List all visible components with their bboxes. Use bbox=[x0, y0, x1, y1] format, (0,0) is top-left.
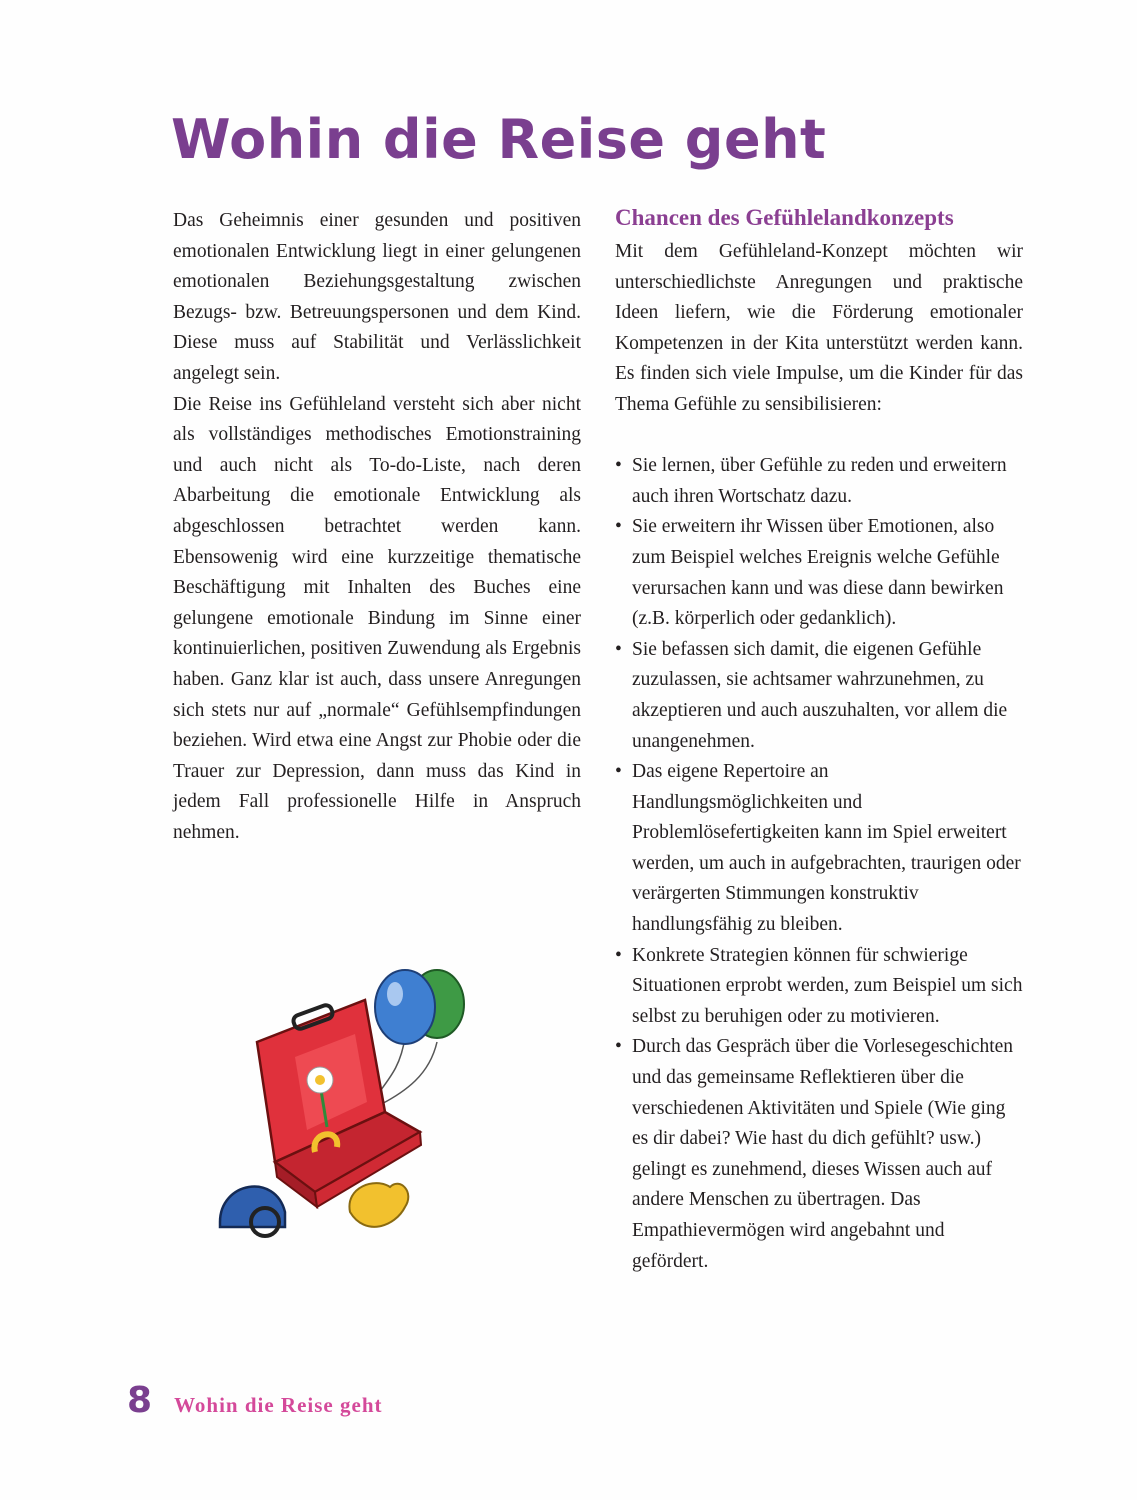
bullet-item: • Konkrete Strategien können für schwierige Situationen erprobt werden, zum Beispiel um sich selbst zu beruhigen oder zu motivieren. bbox=[615, 941, 1023, 1033]
bullet-item: • Durch das Gespräch über die Vorlesegeschichten und das gemeinsame Reflektieren über die verschiedenen Aktivitäten und Spiele (Wie ging es dir dabei? Wie hast du dich gefühlt? usw.) gelingt es zunehmend, dieses Wissen auch auf andere Menschen zu übertragen. Das Empathievermögen wird angebahnt und gefördert. bbox=[615, 1032, 1023, 1277]
paragraph-1: Das Geheimnis einer gesunden und positiven emotionalen Entwicklung liegt in einer gelungenen emotionalen Beziehungsgestaltung zwischen Bezugs- bzw. Betreuungspersonen und dem Kind. Diese muss auf Stabilität und Verlässlichkeit angelegt sein. bbox=[173, 210, 581, 384]
section-intro: Mit dem Gefühleland-Konzept möchten wir unterschiedlichste Anregungen und praktische Ideen liefern, wie die Förderung emotionaler Kompetenzen in der Kita unterstützt werden kann. Es finden sich viele Impulse, um die Kinder für das Thema Gefühle zu sensibilisieren: bbox=[615, 241, 1023, 415]
bullet-item: • Sie erweitern ihr Wissen über Emotionen, also zum Beispiel welches Ereignis welche Gefühle verursachen kann und was diese dann bewirken (z.B. körperlich oder gedanklich). bbox=[615, 512, 1023, 634]
suitcase-with-balloons-icon bbox=[215, 962, 475, 1252]
bullet-item: • Sie befassen sich damit, die eigenen Gefühle zuzulassen, sie achtsamer wahrzunehmen, zu akzeptieren und auch auszuhalten, vor allem die unangenehmen. bbox=[615, 635, 1023, 757]
bullet-item: • Das eigene Repertoire an Handlungsmöglichkeiten und Problemlösefertigkeiten kann im Spiel erweitert werden, um auch in aufgebrachten, traurigen oder verärgerten Stimmungen konstruktiv handlungsfähig zu bleiben. bbox=[615, 757, 1023, 941]
running-title: Wohin die Reise geht bbox=[174, 1393, 383, 1417]
right-column bbox=[615, 203, 1023, 1277]
page-footer bbox=[127, 1380, 383, 1421]
page-title: Wohin die Reise geht bbox=[171, 108, 827, 171]
bullet-item: • Sie lernen, über Gefühle zu reden und erweitern auch ihren Wortschatz dazu. bbox=[615, 451, 1023, 512]
bullet-list bbox=[615, 451, 1023, 1277]
page-number: 8 bbox=[127, 1380, 153, 1421]
left-column bbox=[173, 206, 581, 848]
paragraph-2: Die Reise ins Gefühleland versteht sich aber nicht als vollständiges methodisches Emotionstraining und auch nicht als To-do-Liste, nach deren Abarbeitung die emotionale Entwicklung als abgeschlossen betrachtet werden kann. Ebensowenig wird eine kurzzeitige thematische Beschäftigung mit Inhalten des Buches eine gelungene emotionale Bindung im Sinne einer kontinuierlichen, positiven Zuwendung als Ergebnis haben. Ganz klar ist auch, dass unsere Anregungen sich stets nur auf „normale“ Gefühlsempfindungen beziehen. Wird etwa eine Angst zur Phobie oder die Trauer zur Depression, dann muss das Kind in jedem Fall professionelle Hilfe in Anspruch nehmen. bbox=[173, 393, 581, 843]
section-heading: Chancen des Gefühlelandkonzepts bbox=[615, 205, 954, 230]
